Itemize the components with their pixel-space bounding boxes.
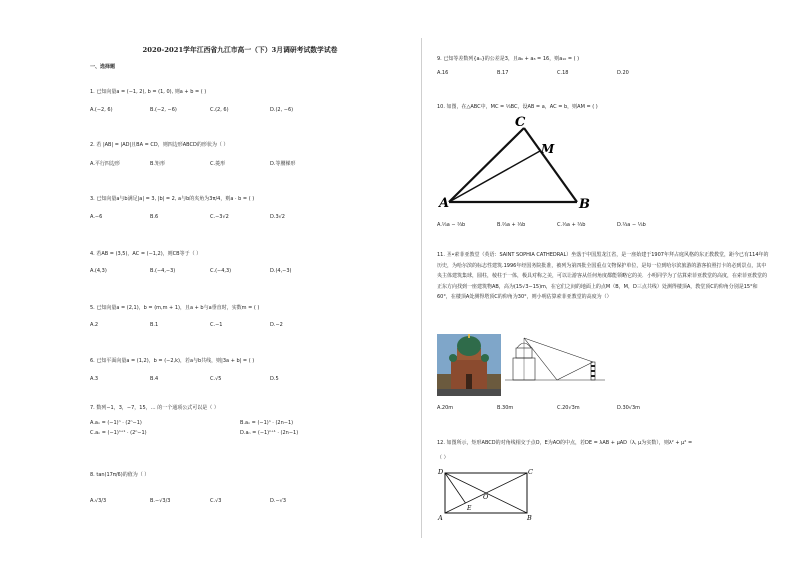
option-c[interactable]: C.√3 [210,498,222,504]
side-cb [524,128,577,202]
question-11: 11. 圣•索菲亚教堂（英语：SAINT SOPHIA CATHEDRAL）坐落于中国黑龙江省，是一座始建于1907年拜占庭风格的东正教教堂，距今已有114年的历史，为哈尔滨的标志性建筑.1996年经国务院批准，被列为第四批全国重点文物保护单位，是每一位到哈尔滨旅游的游客拍照打卡的必到景点，其中央主体建筑集球，圆柱，棱柱于一体，极具对称之美，可以让游客从任何角度都能领略它的美．小明同学为了估算索菲亚教堂的高度，在索菲亚教堂的正东方向找到一座建筑物AB，高为(15√3−15)m，在它们之间的地面上的点M（B，M，D三点共线）处测得楼顶A，教堂顶C的仰角分别是15°和60°，在楼顶A处测得塔顶C的仰角为30°，则小明估算索菲亚教堂的高度为（） [437,252,769,301]
option-a[interactable]: A.⅓a − ⅔b [437,222,466,228]
question-3: 3. 已知向量a与b满足|a| = 3, |b| = 2, a与b的夹角为3π/4，则a · b = ( ) [90,196,255,202]
question-2: 2. 若 |AB| = |AD|且BA = CD，则四边形ABCD的形状为（ ） [90,142,229,148]
question-11-options [437,405,677,411]
option-d[interactable]: D.3√2 [270,214,285,220]
option-a[interactable]: A.20m [437,405,454,411]
option-c[interactable]: C.√5 [210,376,222,382]
sight-line-cm [524,338,557,380]
option-b[interactable]: B.(−2, −6) [150,107,177,113]
option-d[interactable]: D.aₙ = (−1)ⁿ⁺¹ · (2n−1) [240,430,299,436]
question-4-options [90,268,330,274]
option-d[interactable]: D.−2 [270,322,283,328]
option-d[interactable]: D.−√3 [270,498,286,504]
option-c[interactable]: C.−3√2 [210,214,229,220]
question-4: 4. 若AB = (3,5)，AC = (−1,2)，则CB等于（ ） [90,251,202,257]
option-d[interactable]: D.5 [270,376,279,382]
option-c[interactable]: C.菱形 [210,161,226,167]
label-b: B [579,197,590,212]
question-12-bracket: （ ） [437,455,449,461]
option-d[interactable]: D.(4,−3) [270,268,292,274]
option-d[interactable]: D.30√3m [617,405,641,411]
question-6-options [90,376,330,382]
option-b[interactable]: B.−√3/3 [150,498,171,504]
option-a[interactable]: A.√3/3 [90,498,107,504]
label-d: D [438,468,444,476]
option-b[interactable]: B.17 [497,70,509,76]
option-c[interactable]: C.18 [557,70,569,76]
label-a: A [438,514,443,522]
option-b[interactable]: B.30m [497,405,514,411]
side-ac [449,128,524,202]
question-5: 5. 已知向量a = (2,1)，b = (m,m + 1)，且a + b与a垂直时，实数m = ( ) [90,305,260,311]
option-a[interactable]: A.16 [437,70,449,76]
option-c[interactable]: C.20√3m [557,405,580,411]
question-1-options [90,107,330,113]
question-7: 7. 数列−1，3，−7，15，… 的一个通项公式可以是（ ） [90,405,219,411]
option-c[interactable]: C.aₙ = (−1)ⁿ⁺¹ · (2ⁿ−1) [90,430,147,436]
page-title: 2020-2021学年江西省九江市高一（下）3月调研考试数学试卷 [142,46,338,54]
option-a[interactable]: A.平行四边形 [90,161,120,167]
question-6: 6. 已知平面向量a = (1,2)，b = (−2,k)，若a与b共线，则|3a + b| = ( ) [90,358,255,364]
label-c: C [528,468,533,476]
label-e: E [467,505,472,512]
question-5-options [90,322,330,328]
question-3-options [90,214,330,220]
rectangle-figure [437,466,533,522]
option-c[interactable]: C.(2, 6) [210,107,229,113]
elevation-diagram [505,336,605,382]
question-12: 12. 如图所示，矩形ABCD的对角线相交于点O，E为AO的中点，若DE = λAB + μAD（λ, μ为实数），则λ² + μ² = [437,440,693,446]
option-a[interactable]: A.2 [90,322,99,328]
option-a[interactable]: A.3 [90,376,99,382]
option-b[interactable]: B.1 [150,322,159,328]
question-10-options [437,222,677,228]
option-b[interactable]: B.⅔a + ⅓b [497,222,526,228]
section-heading: 一、选择题 [90,64,116,70]
cathedral-photo [437,334,501,396]
label-o: O [483,493,489,501]
option-b[interactable]: B.aₙ = (−1)ⁿ · (2n−1) [240,420,294,426]
label-b: B [527,514,532,522]
question-1: 1. 已知向量a = (−1, 2), b = (1, 0), 则a + b = ( ) [90,89,207,95]
option-a[interactable]: A.−6 [90,214,103,220]
sight-line-ca [524,338,593,362]
option-b[interactable]: B.6 [150,214,159,220]
option-b[interactable]: B.矩形 [150,161,166,167]
question-9: 9. 已知等差数列{aₙ}的公差是3，且a₆ + a₈ = 16，则a₁₀ = ( ) [437,56,580,62]
option-d[interactable]: D.等腰梯形 [270,161,296,167]
option-b[interactable]: B.4 [150,376,159,382]
triangle-figure [437,114,607,214]
option-d[interactable]: D.(2, −6) [270,107,294,113]
question-8-options [90,498,330,504]
label-a: A [439,196,450,211]
column-divider [421,38,422,538]
question-7-options-row1 [90,420,360,426]
option-c[interactable]: C.⅓a + ⅔b [557,222,586,228]
option-a[interactable]: A.(−2, 6) [90,107,113,113]
question-7-options-row2 [90,430,360,436]
option-c[interactable]: C.(−4,3) [210,268,232,274]
option-a[interactable]: A.(4,3) [90,268,107,274]
option-d[interactable]: D.⅔a − ⅓b [617,222,646,228]
option-b[interactable]: B.(−4,−3) [150,268,176,274]
question-8: 8. tan(17π/6)的值为（ ） [90,472,150,478]
sight-line-ma [557,362,593,380]
label-m: M [541,142,555,156]
option-c[interactable]: C.−1 [210,322,223,328]
segment-de [445,473,466,503]
option-a[interactable]: A.aₙ = (−1)ⁿ · (2ⁿ−1) [90,420,142,426]
option-d[interactable]: D.20 [617,70,629,76]
question-2-options [90,160,330,167]
question-10: 10. 如图，在△ABC中，MC = ⅓BC，设AB = a，AC = b，则AM = ( ) [437,104,598,110]
label-c: C [515,115,526,130]
question-9-options [437,70,677,76]
